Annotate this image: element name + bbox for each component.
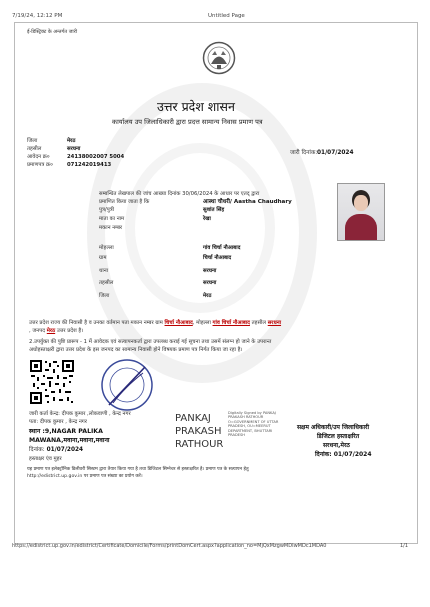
page-title: उत्तर प्रदेश शासन (157, 99, 235, 114)
tehsil-value: सरधना (67, 146, 81, 152)
field-label-parent: पुत्र/पुत्री (99, 207, 115, 213)
officer-title: सक्षम अधिकारी/उप जिलाधिकारी (297, 424, 370, 431)
para-district: मेरठ (46, 328, 56, 334)
print-page-title: Untitled Page (208, 13, 245, 19)
field-label-tehsil: तहसील (99, 280, 114, 286)
para-tehsil: सरधना (267, 320, 282, 326)
intro-line: सम्बन्धित लेखपाल की जांच आख्या दिनांक 30/06/2024 के आधार पर एतद् द्वारा (99, 191, 260, 197)
residence-paragraph-line2: , जनपद मेरठ उत्तर प्रदेश है। (29, 328, 84, 334)
certificate-document (14, 22, 418, 544)
issuer-line3: स्थान :9,NAGAR PALIKA (29, 428, 103, 435)
field-label-mother: माता का नाम (99, 216, 125, 222)
signer-name-line1: PANKAJ (175, 413, 211, 424)
digital-signature-note: Digitally Signed by PANKAJ PRAKASH RATHOUR O=GOVERNMENT OF UTTAR PRADESH, OU=MEERUT DEPARTMENT, BHUTTARI PRADESH (228, 411, 279, 438)
issue-date-label: जारी दिनांक: (290, 150, 318, 156)
field-label-district: जिला (99, 293, 110, 299)
up-government-emblem-icon (202, 41, 236, 89)
edistrict-note: ई-डिस्ट्रिक्ट के अन्तर्गत जारी (27, 29, 78, 35)
application-number: 24138002007 5004 (67, 154, 125, 160)
verification-line1: 2.उपर्युक्त की पुष्टि प्रारूप - 1 में आवेदक एवं सत्यापनकर्ता द्वारा उपलब्ध कराई गई सूचना तथा उसमें संलग्न हो जाने के उपरान्त (29, 339, 272, 345)
field-value-police-station: सरधना (203, 268, 217, 274)
print-url: https://edistrict.up.gov.in/edistrict/Certificate/Domicile/Forms/printDomCert.aspx?application_no=MjQxMzgwMDIwMDc1MDA0 (12, 543, 327, 549)
para-mohalla: गांव चिर्चा नौआबाद (212, 320, 250, 326)
issuer-line1: जारी कर्ता केन्द्र: दीपक कुमार ,लोकवाणी , केन्द्र नगर (29, 411, 131, 417)
footer-note-1: यह प्रमाण पत्र इलेक्ट्रॉनिक डिलीवरी सिस्टम द्वारा तैयार किया गया है तथा डिजिटल सिग्नेचर से हस्ताक्षरित है। प्रमाण पत्र के सत्यापन हेतु (27, 467, 249, 472)
qr-code (29, 359, 75, 405)
certificate-label: प्रमाणपत्र क्र० (27, 162, 53, 168)
issue-date: 01/07/2024 (317, 150, 354, 156)
verification-line2: अधोहस्ताक्षरी द्वारा उत्तर प्रदेश के इस जनपद का सामान्य निवासी होने विषयक प्रमाण पत्र निर्गत किया जा रहा है। (29, 347, 243, 353)
field-value-parent: सुशांत सिंह (203, 207, 225, 213)
applicant-photo (337, 183, 385, 241)
issuer-sign-label: हस्ताक्षर एंव मुहर (29, 456, 62, 462)
page-subtitle: कार्यालय उप जिलाधिकारी द्वारा प्रदत्त सामान्य निवास प्रमाण पत्र (112, 118, 263, 126)
print-datetime: 7/19/24, 12:12 PM (12, 13, 63, 19)
issuer-line4: MAWANA,मवाना,मवाना,मवाना (29, 437, 110, 444)
print-page-number: 1/1 (400, 543, 409, 549)
field-label-police-station: थाना (99, 268, 109, 274)
field-label-house: मकान नम्बर (99, 225, 123, 231)
field-value-district: मेरठ (203, 293, 212, 299)
signer-name-line2: PRAKASH (175, 426, 222, 437)
residence-paragraph: उत्तर प्रदेश राज्य की निवासी है व उनका वर्तमान पता मकान नम्बर ग्राम चिर्चा नौआबाद, मोहल्ला गांव चिर्चा नौआबाद तहसील सरधना (29, 320, 282, 326)
certificate-number: 071242019413 (67, 162, 112, 168)
field-value-village: चिर्चा नौआबाद (203, 255, 232, 261)
official-stamp-icon (99, 357, 155, 413)
signer-name-line3: RATHOUR (175, 439, 224, 450)
field-label-mohalla: मोहल्ला (99, 245, 114, 251)
footer-note-2: http://edistrict.up.gov.in पर प्रमाण पत्र संख्या का प्रयोग करें। (27, 474, 143, 479)
district-value: मेरठ (67, 138, 76, 144)
field-value-tehsil: सरधना (203, 280, 217, 286)
para-village: चिर्चा नौआबाद (164, 320, 193, 326)
application-label: आवेदन क्र० (27, 154, 50, 160)
tehsil-label: तहसील (27, 146, 42, 152)
field-value-mother: रेखा (203, 216, 211, 222)
certify-line: प्रमाणित किया जाता है कि (99, 199, 150, 205)
district-label: जिला (27, 138, 38, 144)
issuer-line2: पता: दीपक कुमार , केन्द्र नगर (29, 419, 87, 425)
issuer-date: दिनांक: 01/07/2024 (29, 447, 84, 453)
digitally-signed-label: डिजिटल हस्ताक्षरित (317, 433, 360, 440)
field-label-village: ग्राम (99, 255, 107, 261)
signed-place: सरधना,मेरठ (323, 442, 350, 449)
applicant-name: आस्था चौधरी/ Aastha Chaudhary (203, 199, 292, 205)
field-value-mohalla: गांव चिर्चा नौआबाद (203, 245, 241, 251)
signed-date: दिनांक: 01/07/2024 (315, 451, 372, 458)
